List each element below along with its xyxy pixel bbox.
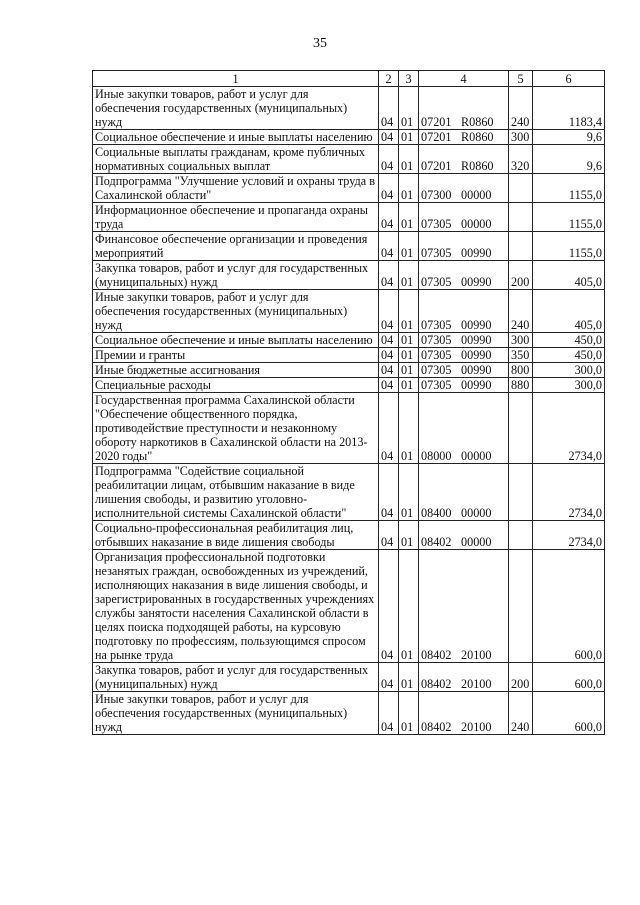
table-row [93, 692, 605, 735]
table-row [93, 203, 605, 232]
table-row [93, 232, 605, 261]
row-section-cell: 04 [379, 145, 399, 174]
target-article-direction-code: 20100 [461, 720, 492, 734]
row-expense-type-cell [509, 174, 533, 203]
table-row [93, 363, 605, 378]
row-section-cell: 04 [379, 393, 399, 464]
row-target-article-cell [419, 333, 509, 348]
target-article-direction-code: 00000 [461, 217, 492, 231]
page-number: 35 [313, 36, 327, 51]
target-article-program-code: 08402 [421, 535, 452, 549]
target-article-direction-code: 00990 [461, 246, 492, 260]
row-amount-cell: 405,0 [533, 290, 605, 333]
row-section-cell: 04 [379, 87, 399, 130]
row-target-article-cell [419, 174, 509, 203]
target-article-program-code: 07305 [421, 246, 452, 260]
header-col-4: 4 [419, 71, 509, 87]
target-article-program-code: 07201 [421, 115, 452, 129]
target-article-program-code: 08402 [421, 648, 452, 662]
table-row [93, 550, 605, 663]
row-expense-type-cell: 240 [509, 692, 533, 735]
row-name-cell: Информационное обеспечение и пропаганда охраны труда [93, 203, 379, 232]
row-expense-type-cell: 240 [509, 290, 533, 333]
row-amount-cell: 450,0 [533, 333, 605, 348]
row-amount-cell: 600,0 [533, 663, 605, 692]
target-article-program-code: 07305 [421, 275, 452, 289]
row-section-cell: 04 [379, 174, 399, 203]
row-section-cell: 04 [379, 464, 399, 521]
row-target-article-cell [419, 348, 509, 363]
row-expense-type-cell: 800 [509, 363, 533, 378]
row-section-cell: 04 [379, 363, 399, 378]
row-section-cell: 04 [379, 663, 399, 692]
target-article-direction-code: R0860 [461, 115, 494, 129]
row-name-cell: Премии и гранты [93, 348, 379, 363]
row-expense-type-cell [509, 393, 533, 464]
table-row [93, 333, 605, 348]
row-target-article-cell [419, 145, 509, 174]
row-subsection-cell: 01 [399, 378, 419, 393]
row-target-article-cell [419, 203, 509, 232]
row-subsection-cell: 01 [399, 663, 419, 692]
row-target-article-cell [419, 87, 509, 130]
row-expense-type-cell [509, 550, 533, 663]
table-row [93, 174, 605, 203]
target-article-program-code: 07305 [421, 333, 452, 347]
row-amount-cell: 1183,4 [533, 87, 605, 130]
row-amount-cell: 450,0 [533, 348, 605, 363]
row-subsection-cell: 01 [399, 333, 419, 348]
target-article-program-code: 07305 [421, 378, 452, 392]
row-subsection-cell: 01 [399, 232, 419, 261]
target-article-program-code: 07305 [421, 318, 452, 332]
target-article-direction-code: R0860 [461, 159, 494, 173]
row-amount-cell: 1155,0 [533, 203, 605, 232]
row-name-cell: Государственная программа Сахалинской области "Обеспечение общественного порядка, противодействие преступности и незаконному обороту наркотиков в Сахалинской области на 2013-2020 годы" [93, 393, 379, 464]
target-article-direction-code: 00990 [461, 348, 492, 362]
row-expense-type-cell [509, 232, 533, 261]
table-row [93, 145, 605, 174]
row-section-cell: 04 [379, 261, 399, 290]
table-row [93, 521, 605, 550]
row-section-cell: 04 [379, 348, 399, 363]
row-target-article-cell [419, 393, 509, 464]
target-article-program-code: 08400 [421, 506, 452, 520]
target-article-direction-code: 00000 [461, 188, 492, 202]
target-article-program-code: 08402 [421, 677, 452, 691]
row-expense-type-cell: 300 [509, 333, 533, 348]
row-target-article-cell [419, 378, 509, 393]
header-col-3: 3 [399, 71, 419, 87]
row-name-cell: Социальные выплаты гражданам, кроме публичных нормативных социальных выплат [93, 145, 379, 174]
row-amount-cell: 405,0 [533, 261, 605, 290]
target-article-program-code: 07305 [421, 363, 452, 377]
target-article-direction-code: R0860 [461, 130, 494, 144]
target-article-direction-code: 00000 [461, 506, 492, 520]
row-expense-type-cell [509, 464, 533, 521]
row-name-cell: Закупка товаров, работ и услуг для государственных (муниципальных) нужд [93, 261, 379, 290]
row-name-cell: Иные бюджетные ассигнования [93, 363, 379, 378]
row-section-cell: 04 [379, 232, 399, 261]
row-section-cell: 04 [379, 290, 399, 333]
table-row [93, 464, 605, 521]
row-section-cell: 04 [379, 692, 399, 735]
row-subsection-cell: 01 [399, 464, 419, 521]
target-article-direction-code: 00990 [461, 318, 492, 332]
row-target-article-cell [419, 692, 509, 735]
row-target-article-cell [419, 130, 509, 145]
header-col-6: 6 [533, 71, 605, 87]
row-amount-cell: 600,0 [533, 550, 605, 663]
row-name-cell: Социально-профессиональная реабилитация лиц, отбывших наказание в виде лишения свободы [93, 521, 379, 550]
target-article-direction-code: 20100 [461, 677, 492, 691]
row-name-cell: Социальное обеспечение и иные выплаты населению [93, 130, 379, 145]
row-expense-type-cell: 200 [509, 663, 533, 692]
row-target-article-cell [419, 232, 509, 261]
table-row [93, 378, 605, 393]
row-name-cell: Подпрограмма "Содействие социальной реабилитации лицам, отбывшим наказание в виде лишения свободы, и развитию уголовно-исполнительной системы Сахалинской области" [93, 464, 379, 521]
row-subsection-cell: 01 [399, 203, 419, 232]
row-section-cell: 04 [379, 203, 399, 232]
row-expense-type-cell: 350 [509, 348, 533, 363]
row-target-article-cell [419, 550, 509, 663]
row-subsection-cell: 01 [399, 348, 419, 363]
row-expense-type-cell: 880 [509, 378, 533, 393]
row-section-cell: 04 [379, 333, 399, 348]
table-row [93, 261, 605, 290]
row-subsection-cell: 01 [399, 692, 419, 735]
row-name-cell: Иные закупки товаров, работ и услуг для обеспечения государственных (муниципальных) нужд [93, 692, 379, 735]
target-article-direction-code: 00990 [461, 333, 492, 347]
row-subsection-cell: 01 [399, 130, 419, 145]
row-subsection-cell: 01 [399, 174, 419, 203]
row-section-cell: 04 [379, 550, 399, 663]
table-row [93, 130, 605, 145]
table-row [93, 393, 605, 464]
target-article-program-code: 07201 [421, 130, 452, 144]
row-subsection-cell: 01 [399, 521, 419, 550]
row-expense-type-cell: 200 [509, 261, 533, 290]
row-subsection-cell: 01 [399, 550, 419, 663]
target-article-program-code: 08000 [421, 449, 452, 463]
row-expense-type-cell: 240 [509, 87, 533, 130]
header-col-1: 1 [93, 71, 379, 87]
row-target-article-cell [419, 363, 509, 378]
target-article-direction-code: 00000 [461, 449, 492, 463]
row-target-article-cell [419, 521, 509, 550]
row-amount-cell: 9,6 [533, 145, 605, 174]
row-amount-cell: 300,0 [533, 378, 605, 393]
row-name-cell: Финансовое обеспечение организации и проведения мероприятий [93, 232, 379, 261]
row-subsection-cell: 01 [399, 145, 419, 174]
header-col-2: 2 [379, 71, 399, 87]
row-name-cell: Организация профессиональной подготовки незанятых граждан, освобожденных из учреждений, исполняющих наказания в виде лишения свободы, и зарегистрированных в государственных учреждениях службы занятости населения Сахалинской области в целях поиска подходящей работы, на курсовую подготовку по профессиям, пользующимся спросом на рынке труда [93, 550, 379, 663]
row-name-cell: Закупка товаров, работ и услуг для государственных (муниципальных) нужд [93, 663, 379, 692]
row-name-cell: Иные закупки товаров, работ и услуг для обеспечения государственных (муниципальных) нужд [93, 87, 379, 130]
row-amount-cell: 600,0 [533, 692, 605, 735]
table-row [93, 348, 605, 363]
target-article-direction-code: 00990 [461, 275, 492, 289]
row-amount-cell: 1155,0 [533, 232, 605, 261]
target-article-direction-code: 00990 [461, 378, 492, 392]
row-amount-cell: 2734,0 [533, 521, 605, 550]
row-amount-cell: 300,0 [533, 363, 605, 378]
row-subsection-cell: 01 [399, 87, 419, 130]
row-amount-cell: 2734,0 [533, 464, 605, 521]
row-name-cell: Иные закупки товаров, работ и услуг для обеспечения государственных (муниципальных) нужд [93, 290, 379, 333]
row-name-cell: Социальное обеспечение и иные выплаты населению [93, 333, 379, 348]
table-header-row [93, 71, 605, 87]
row-amount-cell: 1155,0 [533, 174, 605, 203]
table-row [93, 663, 605, 692]
row-name-cell: Специальные расходы [93, 378, 379, 393]
target-article-program-code: 07201 [421, 159, 452, 173]
target-article-program-code: 07305 [421, 217, 452, 231]
target-article-program-code: 08402 [421, 720, 452, 734]
row-target-article-cell [419, 464, 509, 521]
table-row [93, 290, 605, 333]
row-name-cell: Подпрограмма "Улучшение условий и охраны труда в Сахалинской области" [93, 174, 379, 203]
target-article-program-code: 07305 [421, 348, 452, 362]
budget-table [92, 70, 605, 735]
target-article-direction-code: 00990 [461, 363, 492, 377]
row-expense-type-cell: 320 [509, 145, 533, 174]
row-expense-type-cell: 300 [509, 130, 533, 145]
table-row [93, 87, 605, 130]
row-subsection-cell: 01 [399, 363, 419, 378]
target-article-direction-code: 00000 [461, 535, 492, 549]
row-expense-type-cell [509, 521, 533, 550]
row-subsection-cell: 01 [399, 290, 419, 333]
row-target-article-cell [419, 290, 509, 333]
row-amount-cell: 2734,0 [533, 393, 605, 464]
target-article-direction-code: 20100 [461, 648, 492, 662]
row-section-cell: 04 [379, 130, 399, 145]
row-subsection-cell: 01 [399, 393, 419, 464]
row-expense-type-cell [509, 203, 533, 232]
row-subsection-cell: 01 [399, 261, 419, 290]
row-target-article-cell [419, 663, 509, 692]
row-section-cell: 04 [379, 378, 399, 393]
target-article-program-code: 07300 [421, 188, 452, 202]
row-amount-cell: 9,6 [533, 130, 605, 145]
header-col-5: 5 [509, 71, 533, 87]
row-target-article-cell [419, 261, 509, 290]
row-section-cell: 04 [379, 521, 399, 550]
